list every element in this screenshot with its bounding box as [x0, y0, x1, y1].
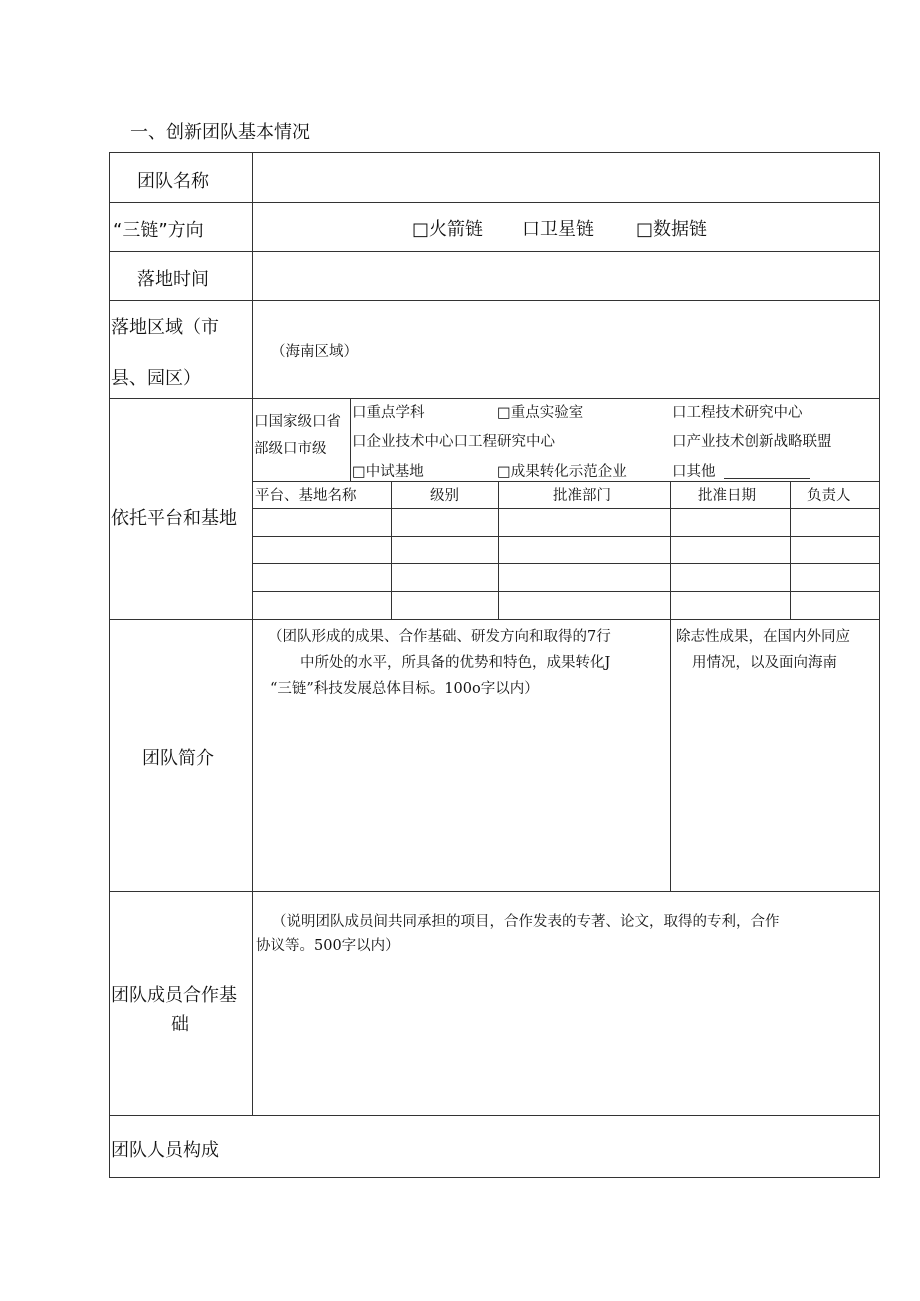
row-divider	[110, 1115, 879, 1116]
landing-area-label-2: 县、园区）	[111, 368, 201, 389]
landing-area-hint: （海南区域）	[271, 344, 358, 360]
key-discipline-checkbox[interactable]: 口重点学科	[352, 405, 425, 421]
team-intro-divider	[670, 619, 671, 891]
col-header-person-in-charge: 负责人	[807, 488, 851, 504]
landing-area-label: 落地区域（市	[111, 317, 219, 338]
pilot-base-checkbox[interactable]: □中试基地	[352, 464, 424, 480]
row-divider	[110, 891, 879, 892]
team-intro-label: 团队简介	[142, 748, 214, 769]
row-divider	[110, 202, 879, 203]
industry-innovation-alliance-checkbox[interactable]: 口产业技术创新战略联盟	[672, 434, 832, 450]
platform-label: 依托平台和基地	[111, 508, 237, 529]
col-header-level: 级别	[430, 488, 459, 504]
row-divider	[110, 398, 879, 399]
key-lab-checkbox[interactable]: □重点实验室	[497, 405, 584, 421]
cooperation-label: 团队成员合作基	[111, 985, 237, 1006]
team-intro-hint-2: 中所处的水平，所具备的优势和特色，成果转化J	[300, 655, 611, 671]
row-divider	[110, 300, 879, 301]
platform-table-col-line	[790, 481, 791, 619]
other-underline[interactable]	[724, 478, 810, 479]
team-name-label: 团队名称	[137, 171, 209, 192]
platform-table-row-line	[253, 536, 879, 537]
col-header-approval-dept: 批准部门	[553, 488, 611, 504]
platform-table-row-line	[253, 563, 879, 564]
col-header-platform-name: 平台、基地名称	[255, 488, 357, 504]
cooperation-label-2: 础	[171, 1014, 189, 1035]
team-intro-hint-3: “三链”科技发展总体目标。100o字以内）	[270, 681, 539, 697]
platform-table-header-bottom	[253, 508, 879, 509]
data-chain-checkbox[interactable]: □数据链	[636, 219, 708, 240]
cooperation-hint-1: （说明团队成员间共同承担的项目，合作发表的专著、论文，取得的专利，合作	[272, 914, 780, 930]
col-header-approval-date: 批准日期	[698, 488, 756, 504]
platform-table-col-line	[670, 481, 671, 619]
enterprise-tech-center-checkbox[interactable]: 口企业技术中心口工程研究中心	[352, 434, 555, 450]
landing-time-field[interactable]	[253, 252, 879, 300]
team-intro-hint-1: （团队形成的成果、合作基础、研发方向和取得的7行	[268, 629, 611, 645]
platform-table-col-line	[391, 481, 392, 619]
chain-direction-label: “三链”方向	[113, 220, 204, 241]
platform-table-col-line	[498, 481, 499, 619]
team-composition-label: 团队人员构成	[111, 1140, 219, 1161]
platform-table-top	[253, 481, 879, 482]
team-info-form	[109, 152, 880, 1178]
landing-time-label: 落地时间	[137, 269, 209, 290]
team-name-field[interactable]	[253, 153, 879, 202]
platform-table-row-line	[253, 591, 879, 592]
other-checkbox[interactable]: 口其他	[672, 464, 716, 480]
demo-enterprise-checkbox[interactable]: □成果转化示范企业	[497, 464, 627, 480]
team-intro-hint-right-1: 除志性成果，在国内外同应	[676, 629, 850, 645]
platform-level-options[interactable]: 口国家级口省部级口市级	[254, 414, 341, 457]
level-divider	[350, 398, 351, 481]
rocket-chain-checkbox[interactable]: □火箭链	[412, 219, 484, 240]
row-divider	[110, 619, 879, 620]
section-title: 一、创新团队基本情况	[130, 122, 310, 143]
satellite-chain-checkbox[interactable]: 口卫星链	[522, 219, 594, 240]
team-intro-hint-right-2: 用情况，以及面向海南	[692, 655, 837, 671]
engineering-tech-center-checkbox[interactable]: 口工程技术研究中心	[672, 405, 803, 421]
cooperation-hint-2: 协议等。500字以内）	[256, 938, 400, 954]
